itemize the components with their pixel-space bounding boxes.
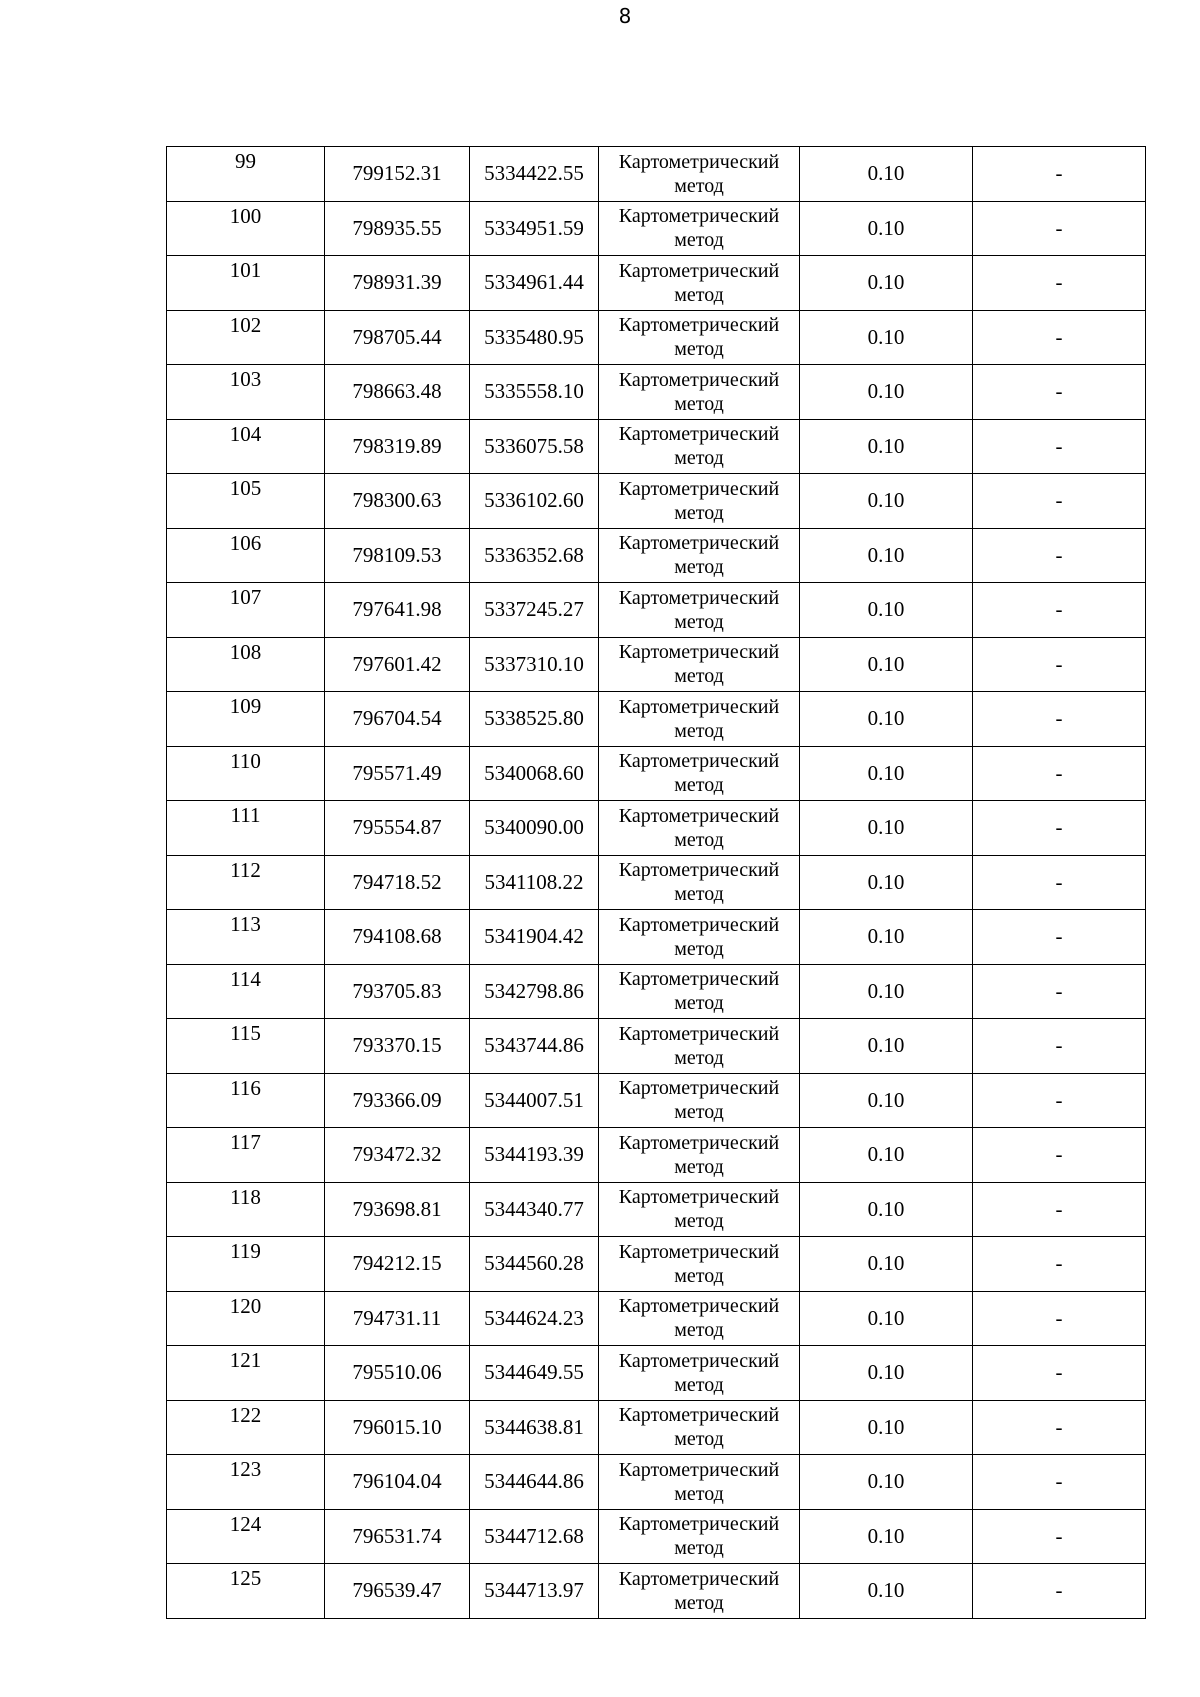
point-number-cell: 111: [167, 801, 325, 856]
method-cell: [599, 910, 800, 965]
method-line-2: метод: [674, 447, 724, 470]
y-coordinate-cell: 5337245.27: [470, 583, 599, 638]
accuracy-cell: 0.10: [800, 528, 973, 583]
x-coordinate-cell: 798931.39: [325, 256, 470, 311]
note-cell: -: [973, 692, 1146, 747]
method-line-2: метод: [674, 883, 724, 906]
note-cell: -: [973, 201, 1146, 256]
note-cell: -: [973, 1128, 1146, 1183]
method-cell: [599, 1019, 800, 1074]
y-coordinate-cell: 5337310.10: [470, 637, 599, 692]
point-number-cell: 113: [167, 910, 325, 965]
method-cell: [599, 801, 800, 856]
table-row: [167, 1509, 1146, 1564]
x-coordinate-cell: 797601.42: [325, 637, 470, 692]
accuracy-cell: 0.10: [800, 419, 973, 474]
method-line-2: метод: [674, 1210, 724, 1233]
x-coordinate-cell: 795571.49: [325, 746, 470, 801]
note-cell: -: [973, 528, 1146, 583]
x-coordinate-cell: 798109.53: [325, 528, 470, 583]
point-number-cell: 107: [167, 583, 325, 638]
point-number-cell: 119: [167, 1237, 325, 1292]
table-row: [167, 147, 1146, 202]
accuracy-cell: 0.10: [800, 1455, 973, 1510]
method-line-1: Картометрический: [618, 586, 780, 609]
point-number-cell: 118: [167, 1182, 325, 1237]
point-number-cell: 105: [167, 474, 325, 529]
x-coordinate-cell: 794718.52: [325, 855, 470, 910]
accuracy-cell: 0.10: [800, 1291, 973, 1346]
point-number-cell: 121: [167, 1346, 325, 1401]
method-line-2: метод: [674, 665, 724, 688]
method-line-2: метод: [674, 1101, 724, 1124]
method-line-2: метод: [674, 1373, 724, 1396]
method-line-1: Картометрический: [618, 1240, 780, 1263]
x-coordinate-cell: 793705.83: [325, 964, 470, 1019]
y-coordinate-cell: 5336075.58: [470, 419, 599, 474]
x-coordinate-cell: 798705.44: [325, 310, 470, 365]
y-coordinate-cell: 5344638.81: [470, 1400, 599, 1455]
y-coordinate-cell: 5344649.55: [470, 1346, 599, 1401]
method-line-1: Картометрический: [618, 804, 780, 827]
point-number-cell: 106: [167, 528, 325, 583]
method-line-1: Картометрический: [618, 750, 780, 773]
method-line-2: метод: [674, 1046, 724, 1069]
accuracy-cell: 0.10: [800, 365, 973, 420]
method-line-2: метод: [674, 229, 724, 252]
point-number-cell: 110: [167, 746, 325, 801]
accuracy-cell: 0.10: [800, 1237, 973, 1292]
x-coordinate-cell: 797641.98: [325, 583, 470, 638]
method-line-1: Картометрический: [618, 859, 780, 882]
table-row: [167, 310, 1146, 365]
note-cell: -: [973, 1291, 1146, 1346]
method-line-1: Картометрический: [618, 1349, 780, 1372]
x-coordinate-cell: 793698.81: [325, 1182, 470, 1237]
y-coordinate-cell: 5336102.60: [470, 474, 599, 529]
method-cell: [599, 1182, 800, 1237]
method-line-2: метод: [674, 610, 724, 633]
y-coordinate-cell: 5335558.10: [470, 365, 599, 420]
method-line-2: метод: [674, 1537, 724, 1560]
point-number-cell: 103: [167, 365, 325, 420]
method-line-2: метод: [674, 174, 724, 197]
note-cell: -: [973, 365, 1146, 420]
y-coordinate-cell: 5340068.60: [470, 746, 599, 801]
point-number-cell: 123: [167, 1455, 325, 1510]
method-line-1: Картометрический: [618, 477, 780, 500]
x-coordinate-cell: 796015.10: [325, 1400, 470, 1455]
method-cell: [599, 147, 800, 202]
point-number-cell: 101: [167, 256, 325, 311]
y-coordinate-cell: 5334422.55: [470, 147, 599, 202]
note-cell: -: [973, 1182, 1146, 1237]
method-cell: [599, 1455, 800, 1510]
note-cell: -: [973, 1346, 1146, 1401]
note-cell: -: [973, 1400, 1146, 1455]
y-coordinate-cell: 5340090.00: [470, 801, 599, 856]
x-coordinate-cell: 798935.55: [325, 201, 470, 256]
x-coordinate-cell: 794212.15: [325, 1237, 470, 1292]
note-cell: -: [973, 1509, 1146, 1564]
table-body: [167, 147, 1146, 1619]
method-cell: [599, 1346, 800, 1401]
x-coordinate-cell: 793472.32: [325, 1128, 470, 1183]
accuracy-cell: 0.10: [800, 1019, 973, 1074]
table-row: [167, 1455, 1146, 1510]
method-line-1: Картометрический: [618, 1131, 780, 1154]
y-coordinate-cell: 5342798.86: [470, 964, 599, 1019]
table-row: [167, 419, 1146, 474]
point-number-cell: 109: [167, 692, 325, 747]
table-row: [167, 365, 1146, 420]
point-number-cell: 112: [167, 855, 325, 910]
method-line-1: Картометрический: [618, 1022, 780, 1045]
y-coordinate-cell: 5335480.95: [470, 310, 599, 365]
method-line-2: метод: [674, 1155, 724, 1178]
table-row: [167, 1019, 1146, 1074]
point-number-cell: 124: [167, 1509, 325, 1564]
table-row: [167, 474, 1146, 529]
point-number-cell: 102: [167, 310, 325, 365]
method-line-1: Картометрический: [618, 368, 780, 391]
point-number-cell: 104: [167, 419, 325, 474]
point-number-cell: 122: [167, 1400, 325, 1455]
y-coordinate-cell: 5344560.28: [470, 1237, 599, 1292]
method-line-2: метод: [674, 992, 724, 1015]
method-line-1: Картометрический: [618, 695, 780, 718]
note-cell: -: [973, 855, 1146, 910]
accuracy-cell: 0.10: [800, 583, 973, 638]
x-coordinate-cell: 793366.09: [325, 1073, 470, 1128]
method-line-2: метод: [674, 1319, 724, 1342]
note-cell: -: [973, 637, 1146, 692]
method-line-2: метод: [674, 1482, 724, 1505]
accuracy-cell: 0.10: [800, 910, 973, 965]
method-cell: [599, 419, 800, 474]
point-number-cell: 108: [167, 637, 325, 692]
method-line-2: метод: [674, 937, 724, 960]
accuracy-cell: 0.10: [800, 256, 973, 311]
y-coordinate-cell: 5341904.42: [470, 910, 599, 965]
x-coordinate-cell: 796531.74: [325, 1509, 470, 1564]
x-coordinate-cell: 795510.06: [325, 1346, 470, 1401]
note-cell: -: [973, 256, 1146, 311]
note-cell: -: [973, 1455, 1146, 1510]
table-row: [167, 1182, 1146, 1237]
accuracy-cell: 0.10: [800, 1564, 973, 1619]
point-number-cell: 116: [167, 1073, 325, 1128]
point-number-cell: 125: [167, 1564, 325, 1619]
table-row: [167, 201, 1146, 256]
y-coordinate-cell: 5334951.59: [470, 201, 599, 256]
note-cell: -: [973, 746, 1146, 801]
method-line-1: Картометрический: [618, 150, 780, 173]
method-line-1: Картометрический: [618, 1186, 780, 1209]
table-row: [167, 1128, 1146, 1183]
method-cell: [599, 1400, 800, 1455]
accuracy-cell: 0.10: [800, 1509, 973, 1564]
method-line-2: метод: [674, 1591, 724, 1614]
note-cell: -: [973, 1073, 1146, 1128]
accuracy-cell: 0.10: [800, 147, 973, 202]
x-coordinate-cell: 795554.87: [325, 801, 470, 856]
x-coordinate-cell: 796704.54: [325, 692, 470, 747]
method-cell: [599, 746, 800, 801]
y-coordinate-cell: 5336352.68: [470, 528, 599, 583]
method-cell: [599, 310, 800, 365]
method-cell: [599, 1128, 800, 1183]
x-coordinate-cell: 796539.47: [325, 1564, 470, 1619]
method-line-1: Картометрический: [618, 532, 780, 555]
table-row: [167, 964, 1146, 1019]
method-line-1: Картометрический: [618, 423, 780, 446]
page-number: 8: [618, 4, 632, 28]
x-coordinate-cell: 796104.04: [325, 1455, 470, 1510]
method-line-1: Картометрический: [618, 1513, 780, 1536]
y-coordinate-cell: 5341108.22: [470, 855, 599, 910]
method-line-1: Картометрический: [618, 1567, 780, 1590]
y-coordinate-cell: 5344624.23: [470, 1291, 599, 1346]
accuracy-cell: 0.10: [800, 1128, 973, 1183]
method-line-1: Картометрический: [618, 1295, 780, 1318]
note-cell: -: [973, 419, 1146, 474]
method-line-2: метод: [674, 392, 724, 415]
note-cell: -: [973, 1237, 1146, 1292]
note-cell: -: [973, 310, 1146, 365]
x-coordinate-cell: 793370.15: [325, 1019, 470, 1074]
coordinates-table: [166, 146, 1146, 1619]
table-row: [167, 692, 1146, 747]
y-coordinate-cell: 5344340.77: [470, 1182, 599, 1237]
y-coordinate-cell: 5344007.51: [470, 1073, 599, 1128]
x-coordinate-cell: 798319.89: [325, 419, 470, 474]
method-cell: [599, 365, 800, 420]
method-line-2: метод: [674, 828, 724, 851]
point-number-cell: 120: [167, 1291, 325, 1346]
method-cell: [599, 256, 800, 311]
x-coordinate-cell: 798663.48: [325, 365, 470, 420]
method-line-1: Картометрический: [618, 968, 780, 991]
method-line-1: Картометрический: [618, 259, 780, 282]
accuracy-cell: 0.10: [800, 310, 973, 365]
accuracy-cell: 0.10: [800, 201, 973, 256]
accuracy-cell: 0.10: [800, 1182, 973, 1237]
accuracy-cell: 0.10: [800, 1346, 973, 1401]
table-row: [167, 910, 1146, 965]
table-row: [167, 1400, 1146, 1455]
method-cell: [599, 1564, 800, 1619]
accuracy-cell: 0.10: [800, 1400, 973, 1455]
y-coordinate-cell: 5344712.68: [470, 1509, 599, 1564]
y-coordinate-cell: 5344193.39: [470, 1128, 599, 1183]
method-line-1: Картометрический: [618, 641, 780, 664]
point-number-cell: 114: [167, 964, 325, 1019]
method-cell: [599, 583, 800, 638]
accuracy-cell: 0.10: [800, 964, 973, 1019]
method-line-2: метод: [674, 283, 724, 306]
x-coordinate-cell: 798300.63: [325, 474, 470, 529]
point-number-cell: 117: [167, 1128, 325, 1183]
method-cell: [599, 637, 800, 692]
x-coordinate-cell: 794731.11: [325, 1291, 470, 1346]
method-line-1: Картометрический: [618, 314, 780, 337]
note-cell: -: [973, 147, 1146, 202]
accuracy-cell: 0.10: [800, 855, 973, 910]
note-cell: -: [973, 1564, 1146, 1619]
table-row: [167, 801, 1146, 856]
accuracy-cell: 0.10: [800, 801, 973, 856]
y-coordinate-cell: 5344644.86: [470, 1455, 599, 1510]
point-number-cell: 99: [167, 147, 325, 202]
note-cell: -: [973, 910, 1146, 965]
x-coordinate-cell: 799152.31: [325, 147, 470, 202]
y-coordinate-cell: 5344713.97: [470, 1564, 599, 1619]
method-line-1: Картометрический: [618, 1458, 780, 1481]
accuracy-cell: 0.10: [800, 746, 973, 801]
method-cell: [599, 1291, 800, 1346]
method-line-2: метод: [674, 719, 724, 742]
y-coordinate-cell: 5338525.80: [470, 692, 599, 747]
note-cell: -: [973, 1019, 1146, 1074]
method-cell: [599, 1237, 800, 1292]
method-cell: [599, 528, 800, 583]
note-cell: -: [973, 964, 1146, 1019]
table-row: [167, 1291, 1146, 1346]
table-row: [167, 746, 1146, 801]
method-cell: [599, 692, 800, 747]
note-cell: -: [973, 474, 1146, 529]
method-cell: [599, 855, 800, 910]
table-row: [167, 583, 1146, 638]
x-coordinate-cell: 794108.68: [325, 910, 470, 965]
method-cell: [599, 964, 800, 1019]
table-row: [167, 1073, 1146, 1128]
method-cell: [599, 474, 800, 529]
accuracy-cell: 0.10: [800, 637, 973, 692]
table-row: [167, 637, 1146, 692]
table-row: [167, 528, 1146, 583]
accuracy-cell: 0.10: [800, 692, 973, 747]
table-row: [167, 1346, 1146, 1401]
method-line-1: Картометрический: [618, 913, 780, 936]
accuracy-cell: 0.10: [800, 474, 973, 529]
method-line-1: Картометрический: [618, 205, 780, 228]
note-cell: -: [973, 583, 1146, 638]
table-row: [167, 1564, 1146, 1619]
table-row: [167, 256, 1146, 311]
y-coordinate-cell: 5343744.86: [470, 1019, 599, 1074]
method-line-2: метод: [674, 556, 724, 579]
method-line-1: Картометрический: [618, 1077, 780, 1100]
method-line-2: метод: [674, 1264, 724, 1287]
method-cell: [599, 1509, 800, 1564]
point-number-cell: 115: [167, 1019, 325, 1074]
note-cell: -: [973, 801, 1146, 856]
method-line-2: метод: [674, 501, 724, 524]
method-line-2: метод: [674, 1428, 724, 1451]
method-line-1: Картометрический: [618, 1404, 780, 1427]
table-row: [167, 1237, 1146, 1292]
y-coordinate-cell: 5334961.44: [470, 256, 599, 311]
table-row: [167, 855, 1146, 910]
method-line-2: метод: [674, 774, 724, 797]
point-number-cell: 100: [167, 201, 325, 256]
method-cell: [599, 201, 800, 256]
method-cell: [599, 1073, 800, 1128]
accuracy-cell: 0.10: [800, 1073, 973, 1128]
method-line-2: метод: [674, 338, 724, 361]
